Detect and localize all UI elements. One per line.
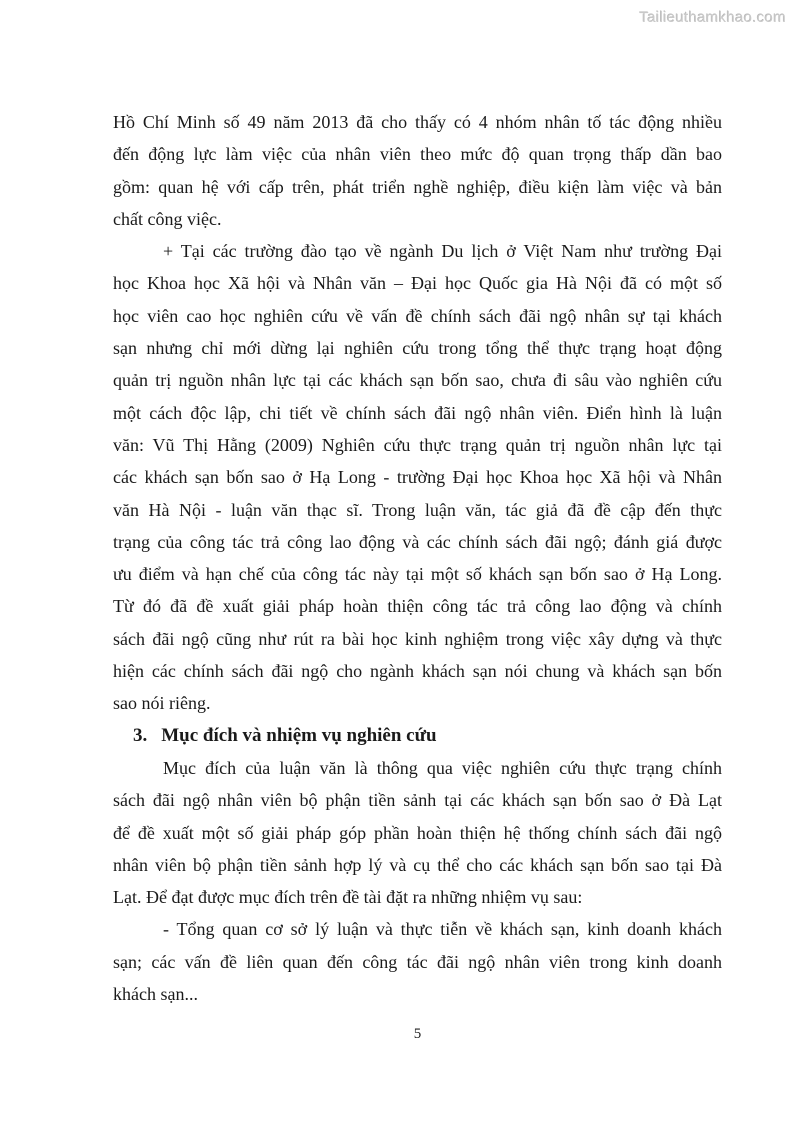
text-line: sách đãi ngộ cũng như rút ra bài học kinh nghiệm trong việc xây dựng và thực <box>113 628 722 649</box>
watermark: Tailieuthamkhao.com <box>639 9 786 26</box>
text-line: - Tổng quan cơ sở lý luận và thực tiễn về khách sạn, kinh doanh khách <box>163 919 722 940</box>
heading-text: Mục đích và nhiệm vụ nghiên cứu <box>161 724 437 746</box>
text-line: Hồ Chí Minh số 49 năm 2013 đã cho thấy có 4 nhóm nhân tố tác động nhiều <box>113 112 722 132</box>
text-line: văn Hà Nội - luận văn thạc sĩ. Trong luận văn, tác giả đã đề cập đến thực <box>113 499 722 520</box>
text-line: Từ đó đã đề xuất giải pháp hoàn thiện công tác trả công lao động và chính <box>113 596 722 617</box>
text-line: quản trị nguồn nhân lực tại các khách sạn bốn sao, chưa đi sâu vào nghiên cứu <box>113 370 722 391</box>
document-body <box>113 106 722 1010</box>
text-line: sao nói riêng. <box>113 693 211 714</box>
paragraph <box>113 752 722 913</box>
text-line: để đề xuất một số giải pháp góp phần hoàn thiện hệ thống chính sách đãi ngộ <box>113 822 722 843</box>
text-line: sách đãi ngộ nhân viên bộ phận tiền sảnh tại các khách sạn bốn sao ở Đà Lạt <box>113 790 722 811</box>
text-line: gồm: quan hệ với cấp trên, phát triển nghề nghiệp, điều kiện làm việc và bản <box>113 176 722 197</box>
text-line: đến động lực làm việc của nhân viên theo mức độ quan trọng thấp dần bao <box>113 144 722 165</box>
text-line: hiện các chính sách đãi ngộ cho ngành khách sạn nói chung và khách sạn bốn <box>113 661 722 682</box>
text-line: văn: Vũ Thị Hằng (2009) Nghiên cứu thực trạng quản trị nguồn nhân lực tại <box>113 434 722 455</box>
text-line: sạn nhưng chỉ mới dừng lại nghiên cứu trong tổng thể thực trạng hoạt động <box>113 338 722 359</box>
text-line: học viên cao học nghiên cứu về vấn đề chính sách đãi ngộ nhân sự tại khách <box>113 305 722 326</box>
text-line: ưu điểm và hạn chế của công tác này tại một số khách sạn bốn sao ở Hạ Long. <box>113 564 722 585</box>
paragraph <box>113 106 722 235</box>
page-number: 5 <box>413 1026 422 1042</box>
paragraph <box>113 913 722 1010</box>
paragraph <box>113 235 722 719</box>
text-line: trạng của công tác trả công lao động và các chính sách đãi ngộ; đánh giá được <box>113 531 722 552</box>
text-line: học Khoa học Xã hội và Nhân văn – Đại học Quốc gia Hà Nội đã có một số <box>113 273 722 294</box>
heading-number: 3. <box>133 724 148 746</box>
text-line: các khách sạn bốn sao ở Hạ Long - trường Đại học Khoa học Xã hội và Nhân <box>113 467 722 488</box>
section-heading <box>113 720 722 752</box>
text-line: khách sạn... <box>113 984 198 1005</box>
text-line: một cách độc lập, chi tiết về chính sách đãi ngộ nhân viên. Điển hình là luận <box>113 402 722 423</box>
text-line: Lạt. Để đạt được mục đích trên đề tài đặt ra những nhiệm vụ sau: <box>113 887 583 908</box>
text-line: nhân viên bộ phận tiền sảnh hợp lý và cụ thể cho các khách sạn bốn sao tại Đà <box>113 854 722 875</box>
text-line: Mục đích của luận văn là thông qua việc nghiên cứu thực trạng chính <box>163 757 722 778</box>
text-line: chất công việc. <box>113 208 222 229</box>
text-line: + Tại các trường đào tạo về ngành Du lịch ở Việt Nam như trường Đại <box>163 241 722 262</box>
text-line: sạn; các vấn đề liên quan đến công tác đãi ngộ nhân viên trong kinh doanh <box>113 951 722 972</box>
